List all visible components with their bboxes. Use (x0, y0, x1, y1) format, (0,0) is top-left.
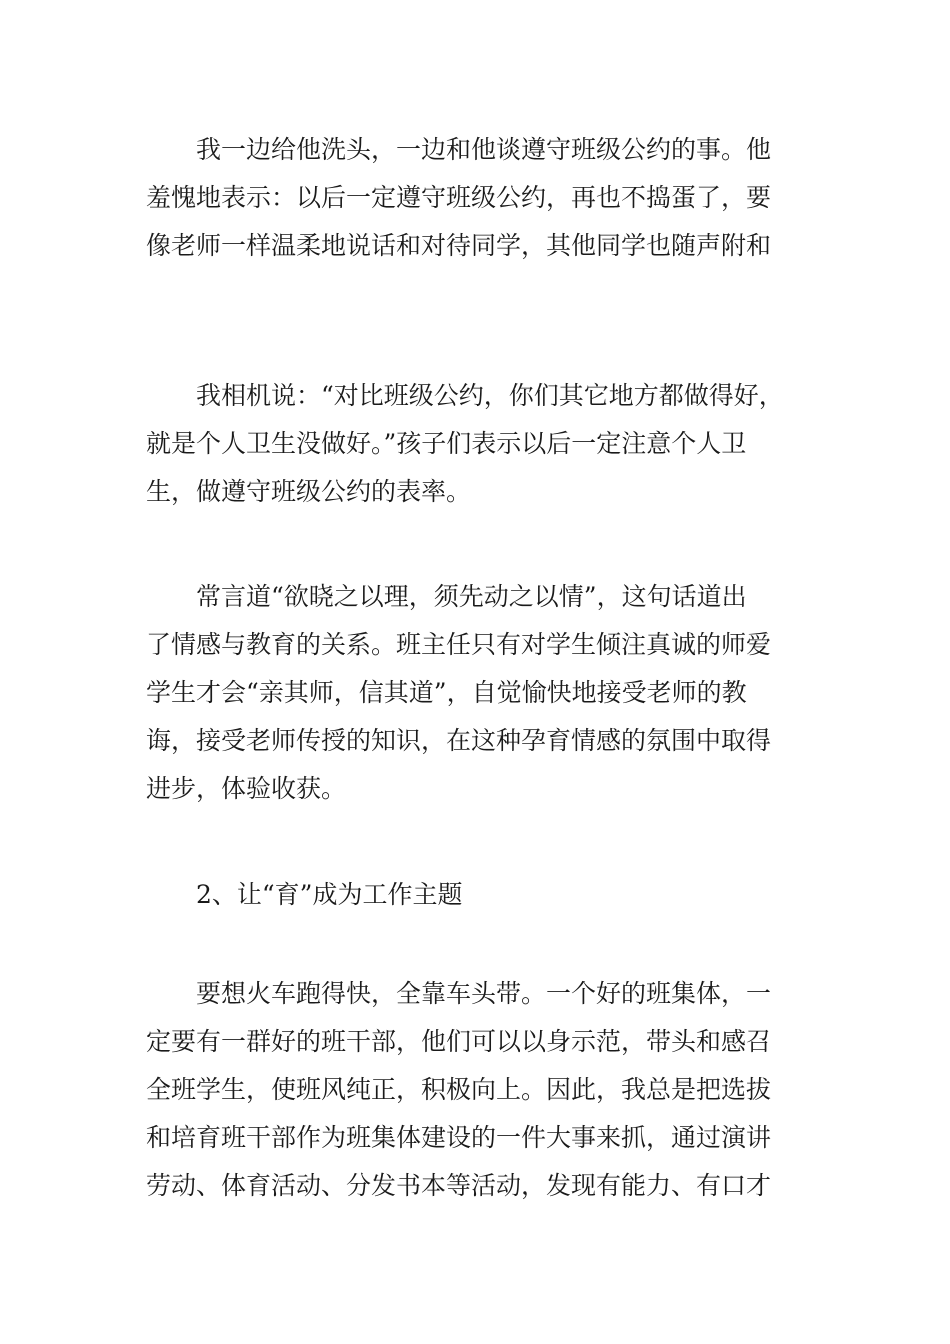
paragraph-line: 就是个人卫生没做好。”孩子们表示以后一定注意个人卫 (146, 429, 747, 458)
paragraph-line: 像老师一样温柔地说话和对待同学，其他同学也随声附和 (146, 231, 772, 260)
paragraph-2 (146, 372, 816, 516)
paragraph-4 (146, 970, 816, 1210)
section-heading (146, 871, 816, 919)
paragraph-line: 了情感与教育的关系。班主任只有对学生倾注真诚的师爱 (146, 630, 772, 659)
paragraph-line: 生，做遵守班级公约的表率。 (146, 477, 472, 506)
paragraph-line: 我相机说：“对比班级公约，你们其它地方都做得好， (196, 381, 784, 410)
section-heading-text: 2、让“育”成为工作主题 (196, 880, 463, 909)
paragraph-3 (146, 573, 816, 813)
paragraph-line: 我一边给他洗头，一边和他谈遵守班级公约的事。他 (196, 135, 772, 164)
paragraph-line: 学生才会“亲其师，信其道”，自觉愉快地接受老师的教 (146, 678, 747, 707)
paragraph-line: 要想火车跑得快，全靠车头带。一个好的班集体，一 (196, 979, 772, 1008)
paragraph-line: 劳动、体育活动、分发书本等活动，发现有能力、有口才 (146, 1171, 772, 1200)
paragraph-line: 和培育班干部作为班集体建设的一件大事来抓，通过演讲 (146, 1123, 772, 1152)
paragraph-line: 羞愧地表示：以后一定遵守班级公约，再也不捣蛋了，要 (146, 183, 772, 212)
paragraph-line: 诲，接受老师传授的知识，在这种孕育情感的氛围中取得 (146, 726, 772, 755)
paragraph-line: 全班学生，使班风纯正，积极向上。因此，我总是把选拔 (146, 1075, 772, 1104)
paragraph-line: 进步，体验收获。 (146, 774, 347, 803)
paragraph-1 (146, 126, 816, 270)
paragraph-line: 常言道“欲晓之以理，须先动之以情”，这句话道出 (196, 582, 747, 611)
paragraph-line: 定要有一群好的班干部，他们可以以身示范，带头和感召 (146, 1027, 772, 1056)
